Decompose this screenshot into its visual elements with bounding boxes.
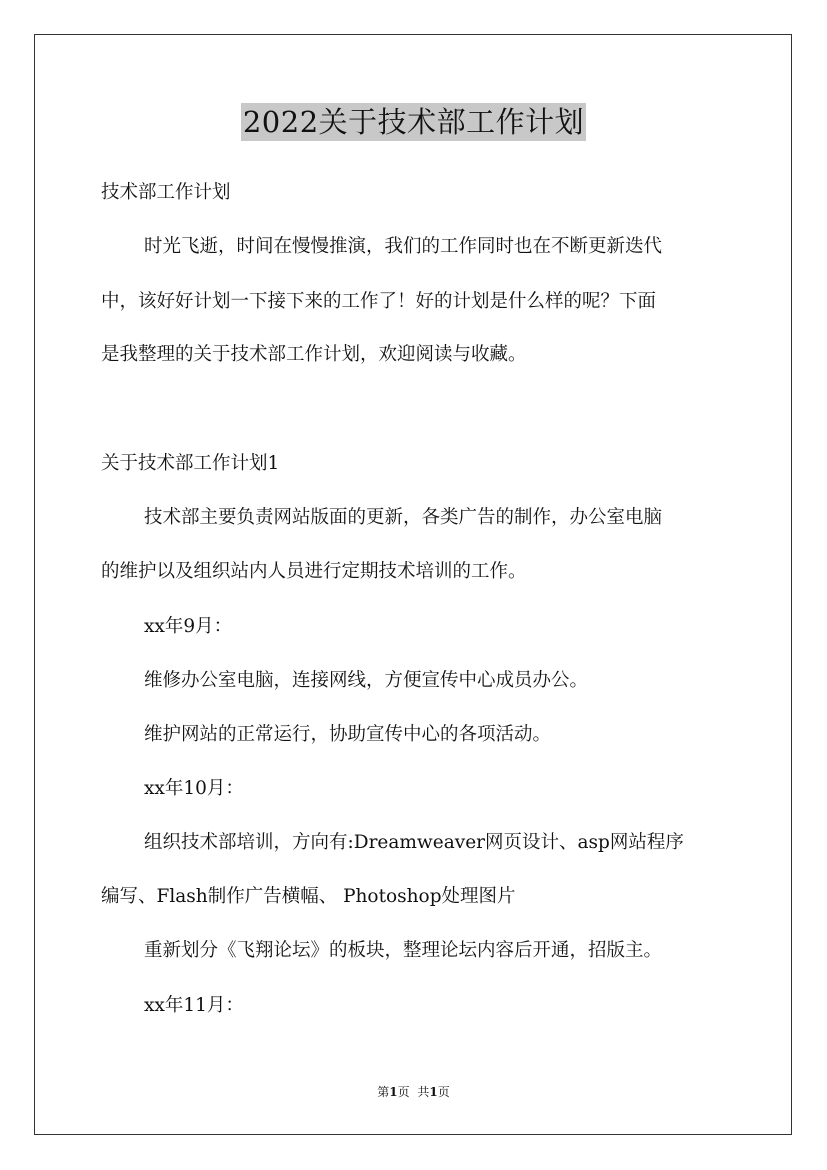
september-item: 维护网站的正常运行，协助宣传中心的各项活动。 bbox=[144, 724, 552, 745]
intro-paragraph-line: 时光飞逝，时间在慢慢推演，我们的工作同时也在不断更新迭代 bbox=[144, 236, 663, 257]
intro-paragraph-line: 是我整理的关于技术部工作计划，欢迎阅读与收藏。 bbox=[101, 344, 527, 365]
footer-page-mid: 页 bbox=[397, 1085, 410, 1099]
footer-total-suffix: 页 bbox=[437, 1085, 450, 1099]
month-label-october: xx年10月： bbox=[144, 778, 244, 799]
section-heading: 技术部工作计划 bbox=[101, 182, 231, 203]
title-container bbox=[0, 103, 827, 141]
plan1-paragraph-line: 技术部主要负责网站版面的更新，各类广告的制作，办公室电脑 bbox=[144, 507, 663, 528]
october-item-line: 组织技术部培训，方向有:Dreamweaver网页设计、asp网站程序 bbox=[144, 832, 684, 853]
footer-page-number: 1 bbox=[389, 1085, 398, 1099]
footer-total-prefix: 共 bbox=[417, 1085, 430, 1099]
month-label-september: xx年9月： bbox=[144, 616, 233, 637]
document-title: 2022关于技术部工作计划 bbox=[242, 105, 585, 139]
october-item-line: 编写、Flash制作广告横幅、 Photoshop处理图片 bbox=[101, 886, 516, 907]
intro-paragraph-line: 中，该好好计划一下接下来的工作了！好的计划是什么样的呢？下面 bbox=[101, 291, 657, 312]
plan1-paragraph-line: 的维护以及组织站内人员进行定期技术培训的工作。 bbox=[101, 561, 527, 582]
october-item: 重新划分《飞翔论坛》的板块，整理论坛内容后开通，招版主。 bbox=[144, 940, 663, 961]
month-label-november: xx年11月： bbox=[144, 995, 244, 1016]
footer-total-number: 1 bbox=[429, 1085, 438, 1099]
footer-page-prefix: 第 bbox=[377, 1085, 390, 1099]
september-item: 维修办公室电脑，连接网线，方便宣传中心成员办公。 bbox=[144, 670, 589, 691]
page-footer bbox=[0, 1084, 827, 1100]
plan1-heading: 关于技术部工作计划1 bbox=[101, 453, 280, 474]
